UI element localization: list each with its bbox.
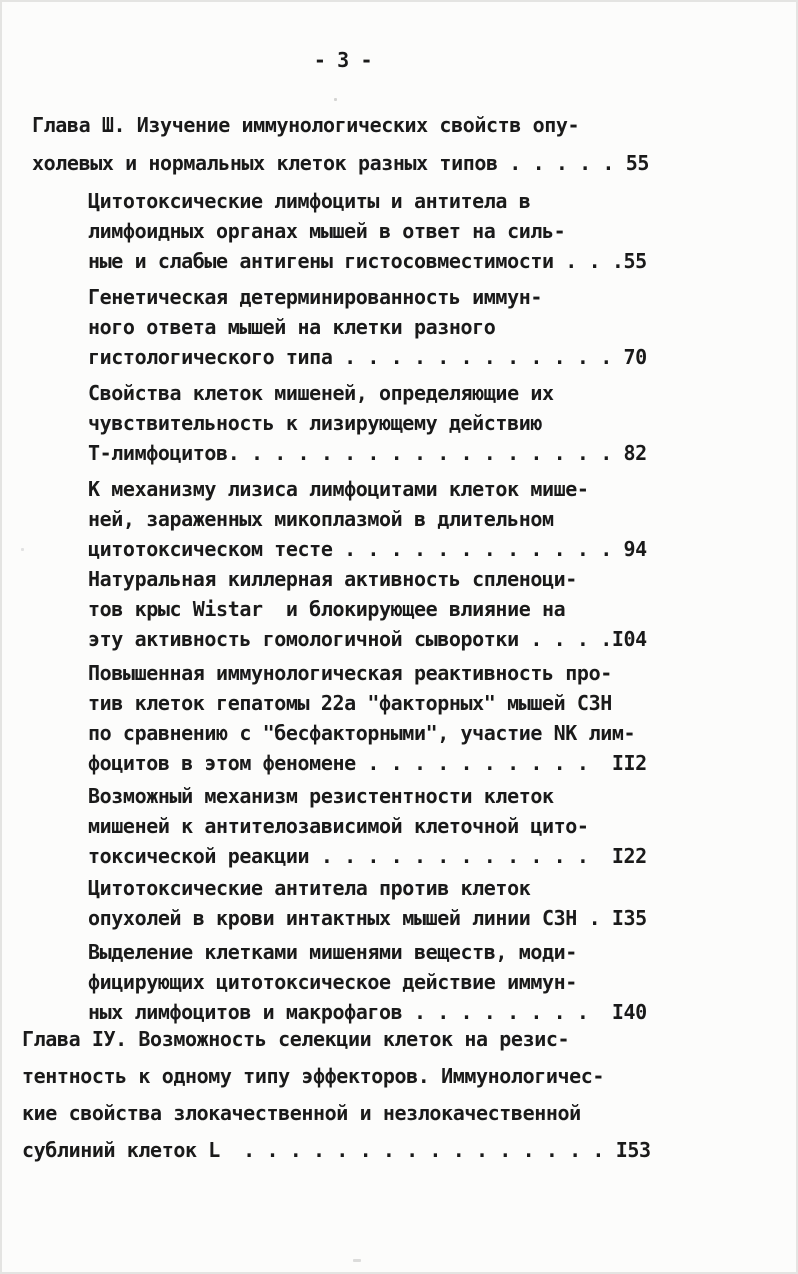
toc-entry-line: ного ответа мышей на клетки разного <box>88 315 496 339</box>
toc-entry-line: гистологического типа . . . . . . . . . . . . 70 <box>88 345 647 369</box>
toc-entry-line: фицирующих цитотоксическое действие иммун- <box>88 970 577 994</box>
toc-entry-line: цитотоксическом тесте . . . . . . . . . . . . 94 <box>88 537 647 561</box>
toc-entry-1 <box>88 186 796 276</box>
toc-entry-line: Генетическая детерминированность иммун- <box>88 285 542 309</box>
toc-entry-line: Возможный механизм резистентности клеток <box>88 784 554 808</box>
toc-entry-3 <box>88 378 796 468</box>
toc-entry-line: тов крыс Wistar и блокирующее влияние на <box>88 597 566 621</box>
toc-entry-line: лимфоидных органах мышей в ответ на силь- <box>88 219 566 243</box>
table-of-contents <box>2 2 796 1169</box>
toc-entry-line: Т-лимфоцитов. . . . . . . . . . . . . . . . . 82 <box>88 441 647 465</box>
toc-entry-line: чувствительность к лизирующему действию <box>88 411 542 435</box>
toc-entry-9 <box>88 937 796 1027</box>
toc-chapter-3 <box>32 106 796 182</box>
toc-entry-6 <box>88 658 796 778</box>
toc-chapter-4-line: сублиний клеток L . . . . . . . . . . . . . . . . I53 <box>22 1138 651 1162</box>
toc-entry-5 <box>88 564 796 654</box>
toc-entry-line: ных лимфоцитов и макрофагов . . . . . . . . I40 <box>88 1000 647 1024</box>
toc-chapter-4-line: кие свойства злокачественной и незлокачественной <box>22 1101 581 1125</box>
scan-speck <box>21 548 24 551</box>
toc-entry-line: мишеней к антителозависимой клеточной цито- <box>88 814 589 838</box>
toc-entry-line: фоцитов в этом феномене . . . . . . . . . . II2 <box>88 751 647 775</box>
toc-chapter-4 <box>22 1021 796 1169</box>
toc-entry-line: Цитотоксические лимфоциты и антитела в <box>88 189 531 213</box>
toc-entry-line: эту активность гомологичной сыворотки . . . .I04 <box>88 627 647 651</box>
toc-entry-line: ные и слабые антигены гистосовместимости . . .55 <box>88 249 647 273</box>
toc-entry-line: Повышенная иммунологическая реактивность про- <box>88 661 612 685</box>
toc-entry-line: опухолей в крови интактных мышей линии СЗН . I35 <box>88 906 647 930</box>
toc-entry-line: Выделение клетками мишенями веществ, моди- <box>88 940 577 964</box>
toc-entry-7 <box>88 781 796 871</box>
toc-entry-line: Цитотоксические антитела против клеток <box>88 876 531 900</box>
toc-chapter-4-line: Глава IУ. Возможность селекции клеток на резис- <box>22 1027 570 1051</box>
toc-entry-4 <box>88 474 796 564</box>
toc-entry-line: токсической реакции . . . . . . . . . . . . I22 <box>88 844 647 868</box>
scan-speck <box>353 1259 361 1262</box>
scan-speck <box>334 98 337 101</box>
toc-entry-line: тив клеток гепатомы 22а "факторных" мышей СЗН <box>88 691 612 715</box>
toc-chapter-4-line: тентность к одному типу эффекторов. Иммунологичес- <box>22 1064 605 1088</box>
toc-chapter-3-line: Глава Ш. Изучение иммунологических свойств опу- <box>32 113 580 137</box>
toc-entry-line: Натуральная киллерная активность спленоци- <box>88 567 577 591</box>
toc-entry-line: Свойства клеток мишеней, определяющие их <box>88 381 554 405</box>
toc-entry-line: К механизму лизиса лимфоцитами клеток мише- <box>88 477 589 501</box>
toc-entry-2 <box>88 282 796 372</box>
toc-chapter-3-line: холевых и нормальных клеток разных типов . . . . . 55 <box>32 151 649 175</box>
toc-entry-8 <box>88 873 796 933</box>
page-number: - 3 - <box>313 48 373 72</box>
toc-entry-line: ней, зараженных микоплазмой в длительном <box>88 507 554 531</box>
toc-entry-line: по сравнению с "бесфакторными", участие NK лим- <box>88 721 636 745</box>
